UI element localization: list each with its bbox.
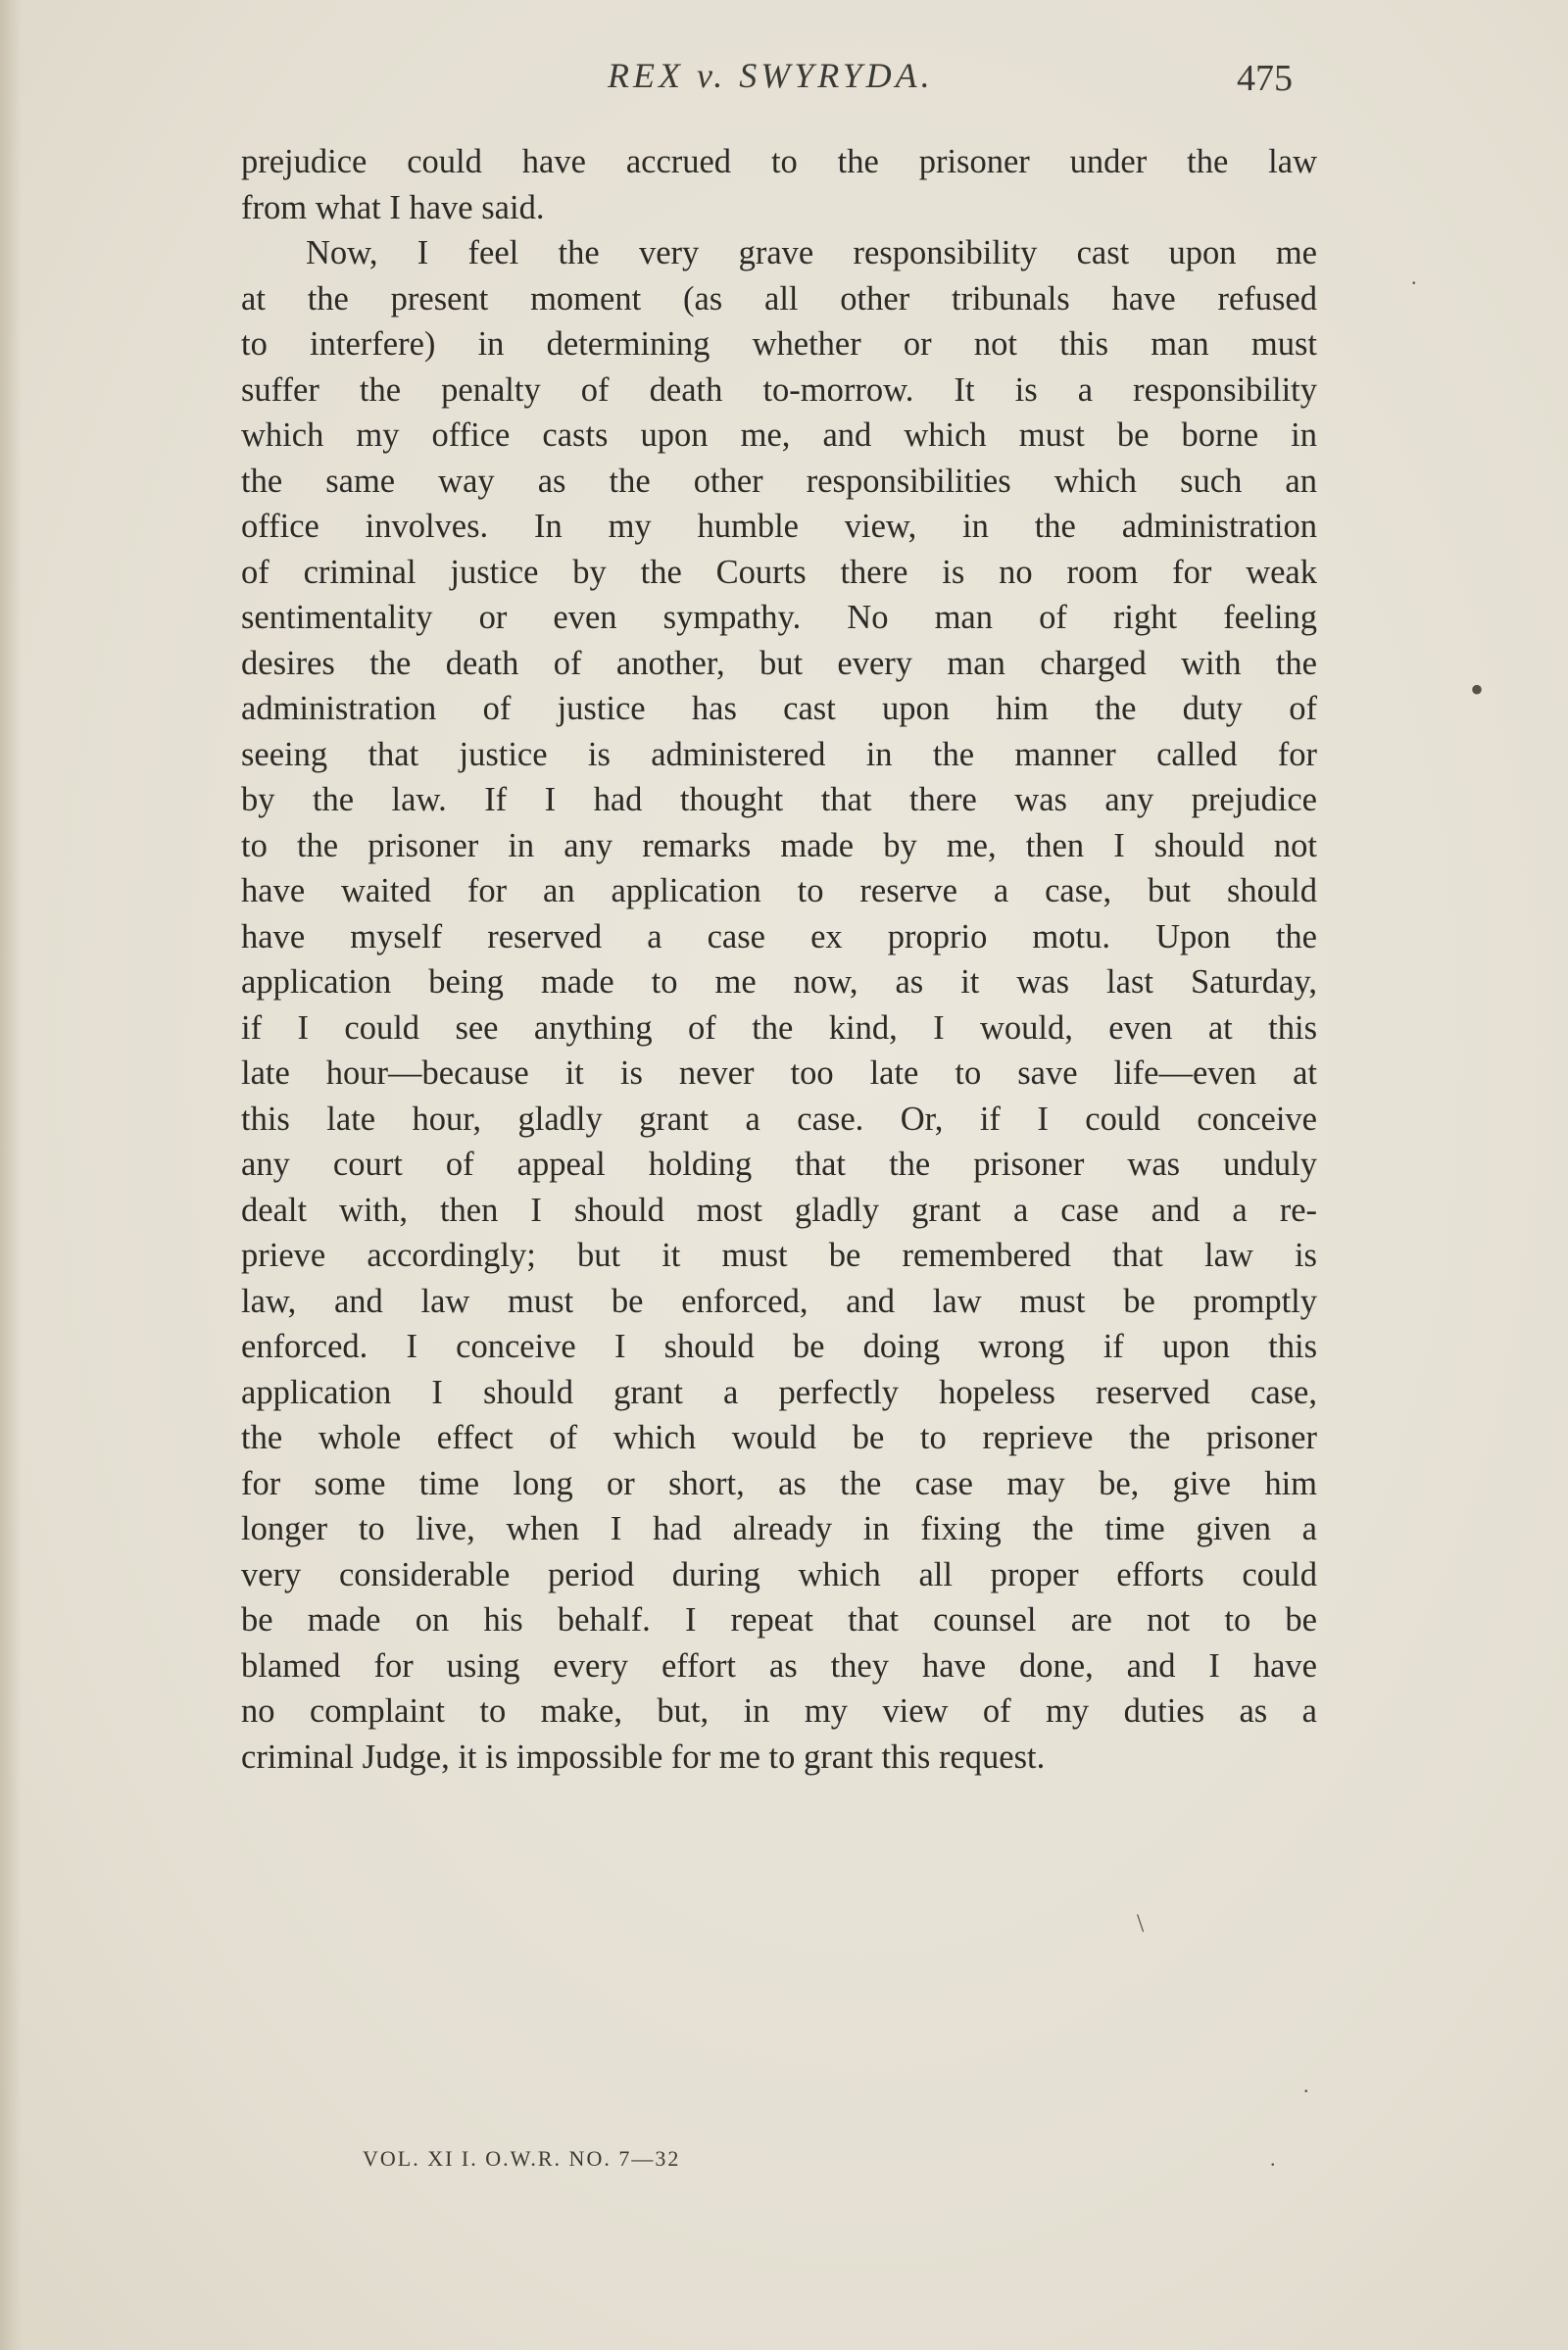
- text-line: suffer the penalty of death to-morrow. It is a responsibility: [241, 370, 1317, 409]
- text-line: seeing that justice is administered in the manner called for: [241, 735, 1317, 773]
- stray-mark: .: [1303, 2073, 1309, 2097]
- text-line: longer to live, when I had already in fixing the time given a: [241, 1510, 1317, 1547]
- text-line: any court of appeal holding that the prisoner was unduly: [241, 1146, 1317, 1183]
- text-line: be made on his behalf. I repeat that counsel are not to be: [241, 1601, 1317, 1639]
- text-line: late hour—because it is never too late to save life—even at: [241, 1054, 1317, 1092]
- text-line: by the law. If I had thought that there was any prejudice: [241, 781, 1317, 818]
- text-line: which my office casts upon me, and which must be borne in: [241, 416, 1317, 454]
- body-text: [241, 139, 1317, 1780]
- stray-mark: .: [1270, 2146, 1276, 2171]
- running-head: [0, 55, 1568, 114]
- text-line: Now, I feel the very grave responsibility cast upon me: [306, 234, 1317, 271]
- text-line: enforced. I conceive I should be doing wrong if upon this: [241, 1328, 1317, 1365]
- text-line: have myself reserved a case ex proprio motu. Upon the: [241, 917, 1317, 955]
- text-line: have waited for an application to reserve a case, but should: [241, 872, 1317, 909]
- stray-mark: \: [1137, 1909, 1145, 1937]
- text-line: at the present moment (as all other tribunals have refused: [241, 279, 1317, 318]
- text-line: application being made to me now, as it was last Saturday,: [241, 963, 1317, 1001]
- page-number: 475: [1237, 58, 1293, 99]
- text-line: from what I have said.: [241, 188, 545, 226]
- text-line: the whole effect of which would be to reprieve the prisoner: [241, 1419, 1317, 1456]
- printer-signature: VOL. XI I. O.W.R. NO. 7—32: [363, 2146, 681, 2171]
- stray-mark: •: [1470, 667, 1485, 711]
- text-line: of criminal justice by the Courts there is no room for weak: [241, 553, 1317, 591]
- text-line: very considerable period during which all proper efforts could: [241, 1555, 1317, 1593]
- text-line: to interfere) in determining whether or not this man must: [241, 325, 1317, 363]
- text-line: if I could see anything of the kind, I would, even at this: [241, 1008, 1317, 1047]
- text-line: to the prisoner in any remarks made by me, then I should not: [241, 826, 1317, 864]
- text-line: dealt with, then I should most gladly grant a case and a re-: [241, 1191, 1317, 1229]
- text-line: office involves. In my humble view, in the administration: [241, 508, 1317, 545]
- text-line: law, and law must be enforced, and law must be promptly: [241, 1282, 1317, 1320]
- text-line: desires the death of another, but every man charged with the: [241, 644, 1317, 682]
- text-line: prejudice could have accrued to the prisoner under the law: [241, 143, 1317, 180]
- binding-shadow: [0, 0, 22, 2350]
- text-line: for some time long or short, as the case may be, give him: [241, 1464, 1317, 1502]
- text-line: the same way as the other responsibilities which such an: [241, 462, 1317, 500]
- running-title: REX v. SWYRYDA.: [608, 56, 934, 95]
- text-line: blamed for using every effort as they have done, and I have: [241, 1646, 1317, 1685]
- text-line: criminal Judge, it is impossible for me to grant this request.: [241, 1738, 1046, 1776]
- text-line: this late hour, gladly grant a case. Or, if I could conceive: [241, 1100, 1317, 1138]
- text-line: sentimentality or even sympathy. No man of right feeling: [241, 599, 1317, 636]
- text-line: application I should grant a perfectly hopeless reserved case,: [241, 1373, 1317, 1411]
- text-line: administration of justice has cast upon him the duty of: [241, 690, 1317, 727]
- stray-mark: .: [1411, 265, 1417, 289]
- text-line: prieve accordingly; but it must be remembered that law is: [241, 1237, 1317, 1274]
- text-line: no complaint to make, but, in my view of my duties as a: [241, 1692, 1317, 1730]
